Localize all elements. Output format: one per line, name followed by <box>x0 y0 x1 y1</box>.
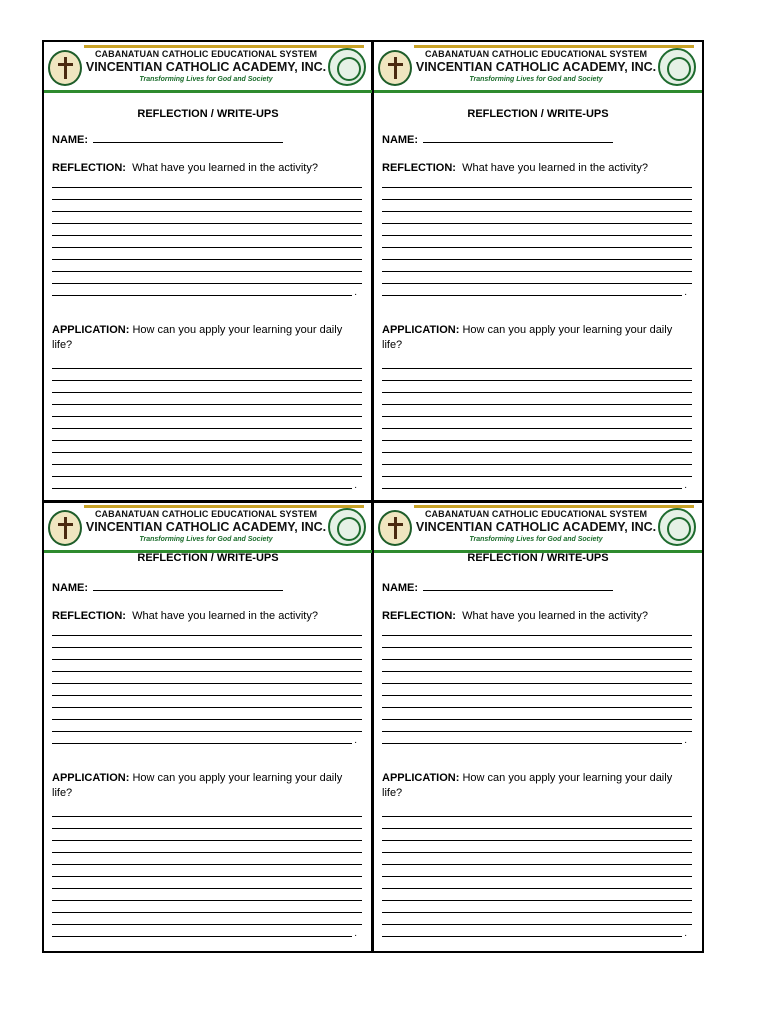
answer-line[interactable] <box>382 453 692 465</box>
reflection-card <box>374 42 702 494</box>
answer-line[interactable] <box>52 236 362 248</box>
name-blank[interactable] <box>423 581 613 591</box>
answer-line[interactable] <box>382 684 692 696</box>
answer-line[interactable] <box>382 889 692 901</box>
answer-line[interactable] <box>52 648 362 660</box>
application-question: How can you apply your learning your daily life? <box>52 772 343 799</box>
answer-line[interactable] <box>52 224 362 236</box>
name-field[interactable] <box>52 581 283 594</box>
academy-seal-icon <box>658 48 696 86</box>
school-header <box>374 502 702 552</box>
answer-line[interactable] <box>52 176 362 188</box>
form-title: REFLECTION / WRITE-UPS <box>467 552 609 564</box>
answer-line[interactable] <box>52 417 362 429</box>
name-label: NAME: <box>52 582 89 594</box>
application-question: How can you apply your learning your daily life? <box>52 324 343 351</box>
answer-line[interactable] <box>382 381 692 393</box>
name-label: NAME: <box>52 134 89 146</box>
answer-line[interactable] <box>52 453 362 465</box>
application-question: How can you apply your learning your daily life? <box>382 324 673 351</box>
answer-line[interactable] <box>52 465 362 477</box>
answer-line[interactable] <box>52 805 362 817</box>
answer-line[interactable] <box>382 901 692 913</box>
answer-line[interactable] <box>52 732 352 744</box>
answer-line[interactable] <box>382 405 692 417</box>
answer-line[interactable] <box>382 648 692 660</box>
school-name: VINCENTIAN CATHOLIC ACADEMY, INC. <box>85 60 327 74</box>
answer-line[interactable] <box>52 284 352 296</box>
reflection-card <box>44 42 372 494</box>
answer-line[interactable] <box>382 865 692 877</box>
header-green-bar <box>374 90 702 93</box>
school-name: VINCENTIAN CATHOLIC ACADEMY, INC. <box>415 520 657 534</box>
reflection-question: What have you learned in the activity? <box>462 162 648 174</box>
school-header <box>44 42 372 92</box>
reflection-card <box>44 502 372 954</box>
application-label: APPLICATION: <box>382 324 460 336</box>
answer-line[interactable] <box>382 877 692 889</box>
name-field[interactable] <box>52 133 283 146</box>
application-prompt <box>52 323 364 353</box>
name-label: NAME: <box>382 134 419 146</box>
form-title: REFLECTION / WRITE-UPS <box>137 552 279 564</box>
answer-line[interactable] <box>382 708 692 720</box>
name-blank[interactable] <box>93 581 283 591</box>
answer-line[interactable] <box>52 357 362 369</box>
name-field[interactable] <box>382 581 613 594</box>
answer-line[interactable] <box>382 176 692 188</box>
academy-seal-icon <box>658 508 696 546</box>
reflection-label: REFLECTION: <box>382 610 456 622</box>
answer-line[interactable] <box>52 865 362 877</box>
answer-line[interactable] <box>382 224 692 236</box>
name-blank[interactable] <box>93 133 283 143</box>
answer-line[interactable] <box>52 260 362 272</box>
application-prompt <box>52 771 364 801</box>
reflection-label: REFLECTION: <box>52 610 126 622</box>
reflection-prompt <box>382 610 648 622</box>
application-question: How can you apply your learning your daily life? <box>382 772 673 799</box>
answer-line[interactable] <box>382 660 692 672</box>
application-label: APPLICATION: <box>52 772 130 784</box>
school-cross-logo-icon <box>48 50 82 86</box>
answer-line[interactable] <box>382 624 692 636</box>
school-name: VINCENTIAN CATHOLIC ACADEMY, INC. <box>85 520 327 534</box>
answer-line[interactable] <box>382 841 692 853</box>
answer-line[interactable] <box>382 477 682 489</box>
header-green-bar <box>44 90 372 93</box>
form-title: REFLECTION / WRITE-UPS <box>467 108 609 120</box>
reflection-prompt <box>52 162 318 174</box>
answer-line[interactable] <box>382 636 692 648</box>
school-cross-logo-icon <box>48 510 82 546</box>
name-blank[interactable] <box>423 133 613 143</box>
academy-seal-icon <box>328 48 366 86</box>
answer-line[interactable] <box>52 393 362 405</box>
answer-line[interactable] <box>382 696 692 708</box>
answer-line[interactable] <box>382 417 692 429</box>
answer-line[interactable] <box>382 272 692 284</box>
answer-line[interactable] <box>52 696 362 708</box>
answer-line[interactable] <box>52 369 362 381</box>
answer-line[interactable] <box>382 720 692 732</box>
answer-line[interactable] <box>52 684 362 696</box>
reflection-answer-lines[interactable] <box>382 624 692 744</box>
answer-line[interactable] <box>382 429 692 441</box>
reflection-answer-lines[interactable] <box>382 176 692 296</box>
reflection-prompt <box>52 610 318 622</box>
answer-line[interactable] <box>52 200 362 212</box>
application-label: APPLICATION: <box>52 324 130 336</box>
answer-line[interactable] <box>52 660 362 672</box>
answer-line[interactable] <box>52 429 362 441</box>
answer-line[interactable] <box>382 284 682 296</box>
reflection-label: REFLECTION: <box>52 162 126 174</box>
answer-line[interactable] <box>382 805 692 817</box>
system-name: CABANATUAN CATHOLIC EDUCATIONAL SYSTEM <box>94 509 318 519</box>
answer-line[interactable] <box>382 925 682 937</box>
answer-line[interactable] <box>382 200 692 212</box>
answer-line[interactable] <box>52 913 362 925</box>
header-gold-bar <box>414 505 694 508</box>
answer-line[interactable] <box>52 877 362 889</box>
answer-line[interactable] <box>52 901 362 913</box>
answer-line[interactable] <box>382 357 692 369</box>
reflection-question: What have you learned in the activity? <box>132 610 318 622</box>
reflection-answer-lines[interactable] <box>52 624 362 744</box>
academy-seal-icon <box>328 508 366 546</box>
reflection-label: REFLECTION: <box>382 162 456 174</box>
school-motto: Transforming Lives for God and Society <box>139 536 273 543</box>
answer-line[interactable] <box>52 925 352 937</box>
answer-line[interactable] <box>382 393 692 405</box>
school-motto: Transforming Lives for God and Society <box>469 536 603 543</box>
answer-line[interactable] <box>52 636 362 648</box>
answer-line[interactable] <box>52 841 362 853</box>
school-header <box>44 502 372 552</box>
answer-line[interactable] <box>52 889 362 901</box>
application-answer-lines[interactable] <box>382 357 692 489</box>
system-name: CABANATUAN CATHOLIC EDUCATIONAL SYSTEM <box>424 49 648 59</box>
answer-line[interactable] <box>52 817 362 829</box>
answer-line[interactable] <box>52 248 362 260</box>
answer-line[interactable] <box>52 708 362 720</box>
name-field[interactable] <box>382 133 613 146</box>
reflection-question: What have you learned in the activity? <box>462 610 648 622</box>
answer-line[interactable] <box>382 236 692 248</box>
school-cross-logo-icon <box>378 510 412 546</box>
application-prompt <box>382 771 694 801</box>
header-gold-bar <box>84 505 364 508</box>
reflection-question: What have you learned in the activity? <box>132 162 318 174</box>
system-name: CABANATUAN CATHOLIC EDUCATIONAL SYSTEM <box>424 509 648 519</box>
reflection-prompt <box>382 162 648 174</box>
header-gold-bar <box>84 45 364 48</box>
answer-line[interactable] <box>382 817 692 829</box>
answer-line[interactable] <box>382 260 692 272</box>
answer-line[interactable] <box>382 465 692 477</box>
answer-line[interactable] <box>52 441 362 453</box>
answer-line[interactable] <box>382 672 692 684</box>
answer-line[interactable] <box>382 441 692 453</box>
answer-line[interactable] <box>382 369 692 381</box>
answer-line[interactable] <box>382 248 692 260</box>
application-answer-lines[interactable] <box>382 805 692 937</box>
answer-line[interactable] <box>52 477 352 489</box>
school-header <box>374 42 702 92</box>
name-label: NAME: <box>382 582 419 594</box>
system-name: CABANATUAN CATHOLIC EDUCATIONAL SYSTEM <box>94 49 318 59</box>
reflection-answer-lines[interactable] <box>52 176 362 296</box>
answer-line[interactable] <box>52 720 362 732</box>
answer-line[interactable] <box>382 188 692 200</box>
answer-line[interactable] <box>52 853 362 865</box>
application-prompt <box>382 323 694 353</box>
answer-line[interactable] <box>52 212 362 224</box>
answer-line[interactable] <box>52 672 362 684</box>
answer-line[interactable] <box>382 829 692 841</box>
school-cross-logo-icon <box>378 50 412 86</box>
answer-line[interactable] <box>52 381 362 393</box>
answer-line[interactable] <box>52 624 362 636</box>
answer-line[interactable] <box>52 829 362 841</box>
answer-line[interactable] <box>382 732 682 744</box>
answer-line[interactable] <box>52 405 362 417</box>
application-answer-lines[interactable] <box>52 805 362 937</box>
header-gold-bar <box>414 45 694 48</box>
answer-line[interactable] <box>382 913 692 925</box>
school-motto: Transforming Lives for God and Society <box>139 76 273 83</box>
school-motto: Transforming Lives for God and Society <box>469 76 603 83</box>
answer-line[interactable] <box>52 188 362 200</box>
school-name: VINCENTIAN CATHOLIC ACADEMY, INC. <box>415 60 657 74</box>
answer-line[interactable] <box>52 272 362 284</box>
reflection-card <box>374 502 702 954</box>
application-label: APPLICATION: <box>382 772 460 784</box>
answer-line[interactable] <box>382 853 692 865</box>
application-answer-lines[interactable] <box>52 357 362 489</box>
form-title: REFLECTION / WRITE-UPS <box>137 108 279 120</box>
answer-line[interactable] <box>382 212 692 224</box>
